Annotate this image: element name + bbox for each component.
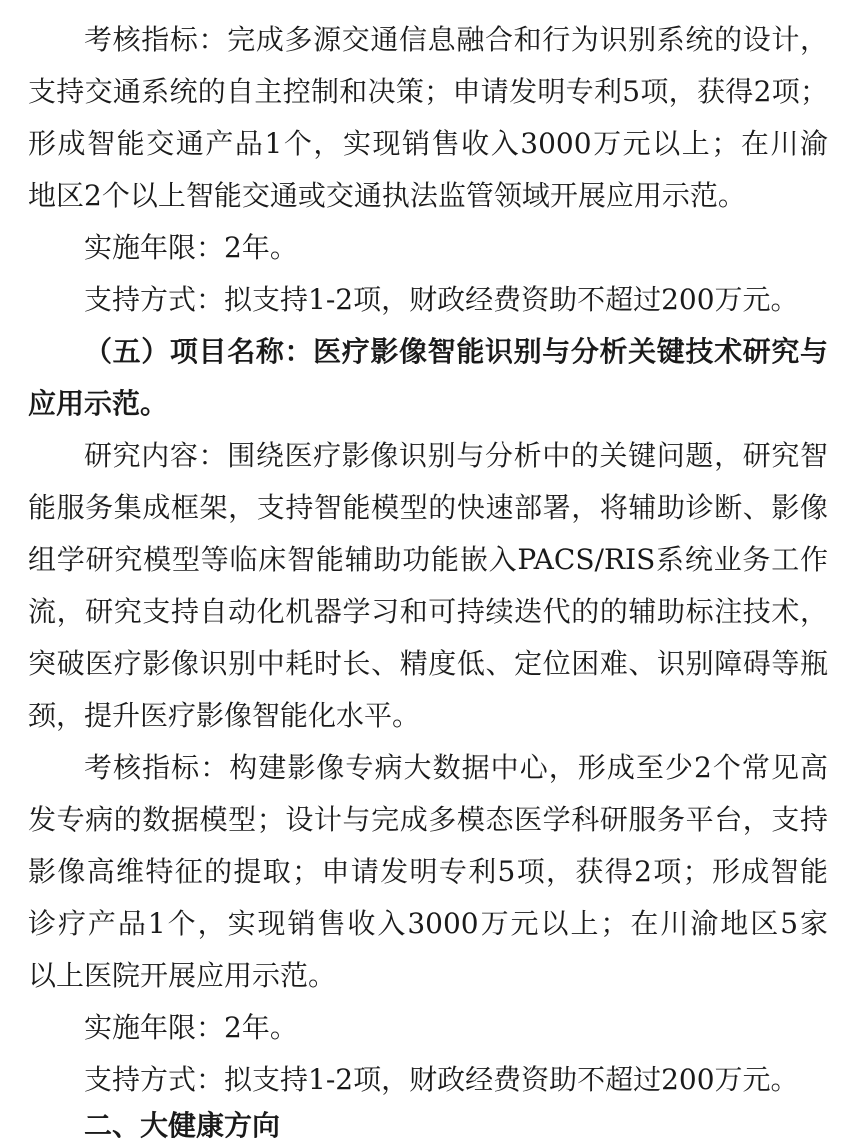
text-line: 发专病的数据模型；设计与完成多模态医学科研服务平台，支持 bbox=[28, 803, 828, 836]
text-line: 诊疗产品1个，实现销售收入3000万元以上；在川渝地区5家 bbox=[28, 907, 828, 940]
text-line: 支持方式：拟支持1-2项，财政经费资助不超过200万元。 bbox=[84, 283, 799, 316]
text-line: 形成智能交通产品1个，实现销售收入3000万元以上；在川渝 bbox=[28, 127, 828, 160]
text-line: 能服务集成框架，支持智能模型的快速部署，将辅助诊断、影像 bbox=[28, 491, 828, 524]
section-heading: 应用示范。 bbox=[28, 387, 169, 420]
text-line: 流，研究支持自动化机器学习和可持续迭代的的辅助标注技术， bbox=[28, 595, 828, 628]
document-page bbox=[28, 0, 828, 1146]
text-line: 地区2个以上智能交通或交通执法监管领域开展应用示范。 bbox=[28, 179, 746, 212]
text-line: 支持方式：拟支持1-2项，财政经费资助不超过200万元。 bbox=[84, 1063, 799, 1096]
text-line: 考核指标：构建影像专病大数据中心，形成至少2个常见高 bbox=[84, 751, 828, 784]
section-heading: 二、大健康方向 bbox=[84, 1109, 281, 1142]
text-line: 以上医院开展应用示范。 bbox=[28, 959, 337, 992]
text-line: 组学研究模型等临床智能辅助功能嵌入PACS/RIS系统业务工作 bbox=[28, 543, 828, 576]
text-line: 颈，提升医疗影像智能化水平。 bbox=[28, 699, 421, 732]
text-line: 影像高维特征的提取；申请发明专利5项，获得2项；形成智能 bbox=[28, 855, 828, 888]
text-line: 突破医疗影像识别中耗时长、精度低、定位困难、识别障碍等瓶 bbox=[28, 647, 828, 680]
text-line: 考核指标：完成多源交通信息融合和行为识别系统的设计， bbox=[84, 23, 828, 56]
text-line: 实施年限：2年。 bbox=[84, 1011, 298, 1044]
text-line: 研究内容：围绕医疗影像识别与分析中的关键问题，研究智 bbox=[84, 439, 828, 472]
text-line: 实施年限：2年。 bbox=[84, 231, 298, 264]
section-heading: （五）项目名称：医疗影像智能识别与分析关键技术研究与 bbox=[84, 335, 828, 368]
text-line: 支持交通系统的自主控制和决策；申请发明专利5项，获得2项； bbox=[28, 75, 828, 108]
